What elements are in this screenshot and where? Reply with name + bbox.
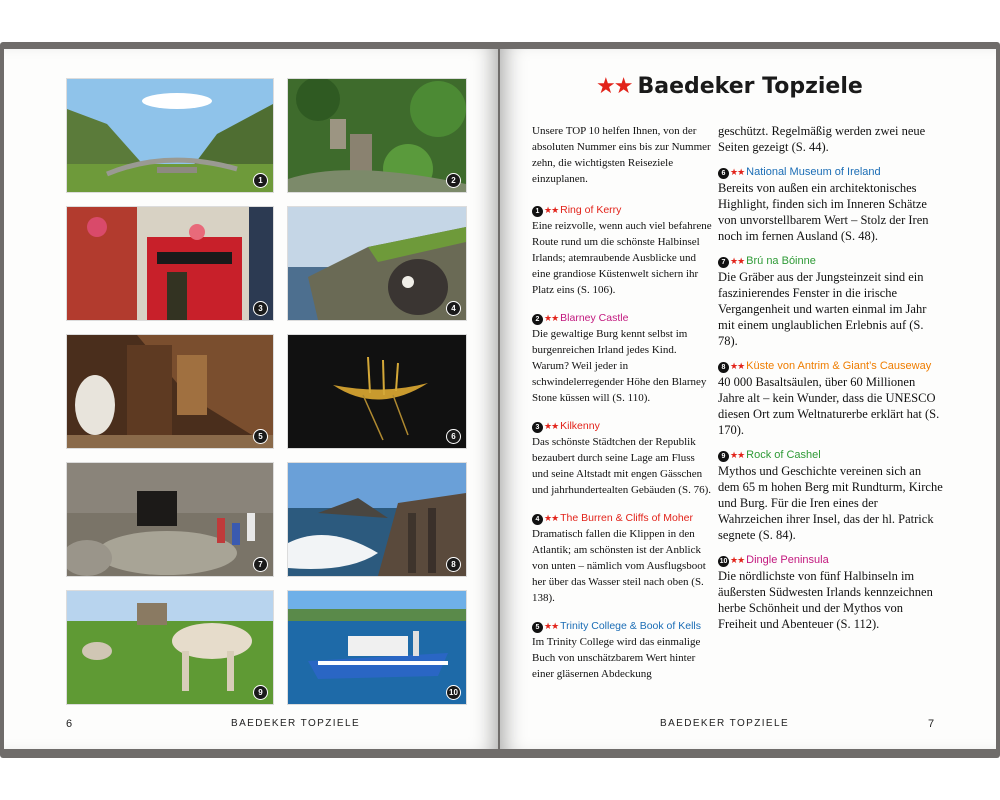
stars-icon: ★★ <box>544 513 559 523</box>
entry-heading: Dingle Peninsula <box>746 554 829 566</box>
photo-1 <box>66 78 274 193</box>
photo-9 <box>66 590 274 705</box>
stars-icon: ★★ <box>544 205 559 215</box>
number-badge: 3 <box>532 422 543 433</box>
number-badge: 8 <box>718 362 729 373</box>
entry-text: Die nördlichste von fünf Halbinseln im äußersten Südwesten Irlands kennzeichnen herbe Schönheit und der Mythos von Freiheit und Abenteuer (S. 112). <box>718 569 933 631</box>
left-page <box>4 49 498 749</box>
entry-text: Die gewaltige Burg kennt selbst im burgenreichen Irland jedes Kind. Warum? Weil jeder in schwindelerregender Höhe den Blarney Stone küssen will (S. 110). <box>532 328 707 404</box>
entry-text: Dramatisch fallen die Klippen in den Atlantik; am schönsten ist der Anblick von unten – nämlich vom Ausflugsboot her über das Wasser steil nach oben (S. 138). <box>532 528 706 604</box>
entry-text: Bereits von außen ein architektonisches Highlight, finden sich im Inneren Schätze von unvorstellbarem Wert – Stolz der Iren noch im fernen Ausland (S. 48). <box>718 181 929 243</box>
photo-6 <box>287 334 467 449</box>
photo-7 <box>66 462 274 577</box>
column-left <box>532 123 712 694</box>
page-number-right: 7 <box>928 718 935 730</box>
stars-icon: ★★ <box>730 167 745 177</box>
intro-text: Unsere TOP 10 helfen Ihnen, von der absoluten Nummer eins bis zur Nummer zehn, die wichtigsten Reiseziele einzuplanen. <box>532 125 711 185</box>
entry-heading: Brú na Bóinne <box>746 255 816 267</box>
photo-2 <box>287 78 467 193</box>
number-badge: 7 <box>718 257 729 268</box>
running-head-left: BAEDEKER TOPZIELE <box>231 718 361 729</box>
page-title <box>596 74 863 99</box>
photo-number: 4 <box>446 301 461 316</box>
photo-10 <box>287 590 467 705</box>
list-item <box>532 510 712 606</box>
entry-heading: Blarney Castle <box>560 312 629 324</box>
photo-number: 9 <box>253 685 268 700</box>
entry-heading: Rock of Cashel <box>746 449 821 461</box>
photo-number: 10 <box>446 685 461 700</box>
list-item <box>532 618 712 682</box>
stars-icon: ★★ <box>730 256 745 266</box>
title-text: Baedeker Topziele <box>637 74 863 99</box>
number-badge: 9 <box>718 451 729 462</box>
entry-heading: Küste von Antrim & Giant’s Causeway <box>746 360 932 372</box>
stars-icon: ★★ <box>544 421 559 431</box>
entry-text: Die Gräber aus der Jungsteinzeit sind ein faszinierendes Fenster in die irische Vergangenheit und warten einmal im Jahr mit einem unglaublichen Erlebnis auf (S. 78). <box>718 270 927 348</box>
column-right <box>718 123 944 641</box>
list-item <box>718 358 944 438</box>
number-badge: 5 <box>532 622 543 633</box>
entry-text: Das schönste Städtchen der Republik bezaubert durch seine Lage am Fluss und seine Altstadt mit engen Gässchen und jahrhundertealten Gebäuden (S. 76). <box>532 436 711 496</box>
entry-heading: Ring of Kerry <box>560 204 622 216</box>
running-head-right: BAEDEKER TOPZIELE <box>660 718 790 729</box>
photo-5 <box>66 334 274 449</box>
entry-text: 40 000 Basaltsäulen, über 60 Millionen Jahre alt – kein Wunder, dass die UNESCO diesen Ort zum Weltnaturerbe erklärt hat (S. 170). <box>718 375 940 437</box>
number-badge: 4 <box>532 514 543 525</box>
list-item <box>718 253 944 349</box>
list-item <box>718 164 944 244</box>
entry-text: Eine reizvolle, wenn auch viel befahrene Route rund um die schönste Halbinsel Irlands; atemraubende Ausblicke und eine grandiose Küstenwelt sichern ihr Platz eins (S. 106). <box>532 220 712 296</box>
page-number-left: 6 <box>66 718 73 730</box>
photo-number: 8 <box>446 557 461 572</box>
number-badge: 6 <box>718 168 729 179</box>
continuation-text: geschützt. Regelmäßig werden zwei neue Seiten gezeigt (S. 44). <box>718 124 926 154</box>
photo-number: 3 <box>253 301 268 316</box>
number-badge: 2 <box>532 314 543 325</box>
photo-8 <box>287 462 467 577</box>
entry-text: Mythos und Geschichte vereinen sich an dem 65 m hohen Berg mit Rundturm, Kirche und Burg. Für die Iren eines der Wahrzeichen ihrer Insel, das der hl. Patrick segnete (S. 84). <box>718 464 943 542</box>
entry-heading: National Museum of Ireland <box>746 166 881 178</box>
entry-heading: The Burren & Cliffs of Moher <box>560 512 694 524</box>
list-item <box>532 418 712 498</box>
right-page <box>500 49 996 749</box>
photo-number: 2 <box>446 173 461 188</box>
entry-text: Im Trinity College wird das einmalige Buch von unschätzbarem Wert hinter einer gläsernen Abdeckung <box>532 636 701 680</box>
entry-heading: Trinity College & Book of Kells <box>560 620 701 632</box>
list-item <box>718 552 944 632</box>
stars-icon: ★★ <box>544 313 559 323</box>
stars-icon: ★★ <box>544 621 559 631</box>
photo-4 <box>287 206 467 321</box>
stars-icon: ★★ <box>730 555 745 565</box>
stars-icon: ★★ <box>730 361 745 371</box>
stars-icon: ★★ <box>730 450 745 460</box>
photo-number: 7 <box>253 557 268 572</box>
list-item <box>718 447 944 543</box>
photo-number: 1 <box>253 173 268 188</box>
entry-heading: Kilkenny <box>560 420 600 432</box>
photo-number: 5 <box>253 429 268 444</box>
number-badge: 10 <box>719 558 728 565</box>
title-stars: ★★ <box>596 74 632 99</box>
photo-number: 6 <box>446 429 461 444</box>
list-item <box>532 202 712 298</box>
list-item <box>532 310 712 406</box>
photo-3 <box>66 206 274 321</box>
number-badge: 1 <box>532 206 543 217</box>
